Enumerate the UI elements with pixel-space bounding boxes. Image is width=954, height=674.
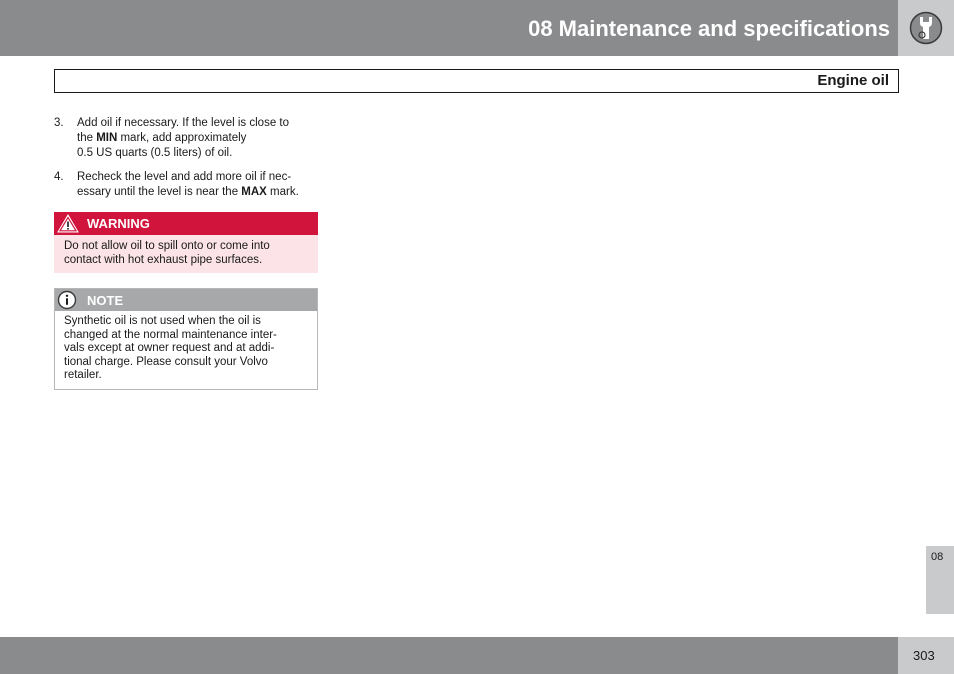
step-line: 0.5 US quarts (0.5 liters) of oil. — [77, 147, 233, 159]
step-text — [77, 170, 319, 200]
note-line: tional charge. Please consult your Volvo — [64, 355, 268, 368]
note-line: vals except at owner request and at addi- — [64, 342, 275, 355]
warning-triangle-icon — [57, 214, 79, 233]
footer-bar — [0, 637, 898, 674]
note-line: Synthetic oil is not used when the oil is — [64, 315, 261, 327]
text-run: the — [77, 132, 97, 144]
note-label: NOTE — [87, 293, 124, 308]
step-line: Recheck the level and add more oil if nec- — [77, 171, 292, 183]
note-header — [55, 289, 317, 311]
text-run: mark. — [266, 186, 299, 198]
text-run: essary until the level is near the — [77, 186, 242, 198]
step-number: 3. — [54, 117, 64, 129]
wrench-gear-icon — [909, 11, 943, 45]
chapter-tab-label: 08 — [931, 551, 944, 563]
step-text — [77, 116, 319, 161]
step-line: Add oil if necessary. If the level is close to — [77, 117, 289, 129]
note-line: retailer. — [64, 369, 102, 382]
warning-text — [54, 235, 318, 273]
warning-label: WARNING — [87, 216, 150, 231]
max-mark-label: MAX — [241, 186, 267, 198]
section-title: Engine oil — [817, 72, 889, 89]
chapter-side-tab — [926, 546, 954, 614]
text-run: mark, add approximately — [117, 132, 247, 144]
info-icon — [57, 290, 77, 310]
instruction-steps — [54, 116, 319, 209]
header-bar — [0, 0, 898, 56]
chapter-title: 08 Maintenance and specifications — [528, 16, 890, 41]
page-number: 303 — [913, 648, 935, 663]
warning-header — [54, 212, 318, 235]
warning-line: Do not allow oil to spill onto or come into — [64, 240, 270, 252]
step-number: 4. — [54, 171, 64, 183]
step-item — [54, 116, 319, 161]
header-icon-box — [898, 0, 954, 56]
step-line — [77, 131, 319, 146]
page-number-box — [898, 637, 954, 674]
section-header — [54, 69, 899, 93]
step-line — [77, 185, 319, 200]
note-box — [54, 288, 318, 390]
step-item — [54, 170, 319, 200]
note-text — [55, 311, 317, 389]
note-line: changed at the normal maintenance inter- — [64, 328, 277, 341]
warning-line: contact with hot exhaust pipe surfaces. — [64, 254, 263, 266]
min-mark-label: MIN — [96, 132, 118, 144]
warning-box — [54, 212, 318, 273]
